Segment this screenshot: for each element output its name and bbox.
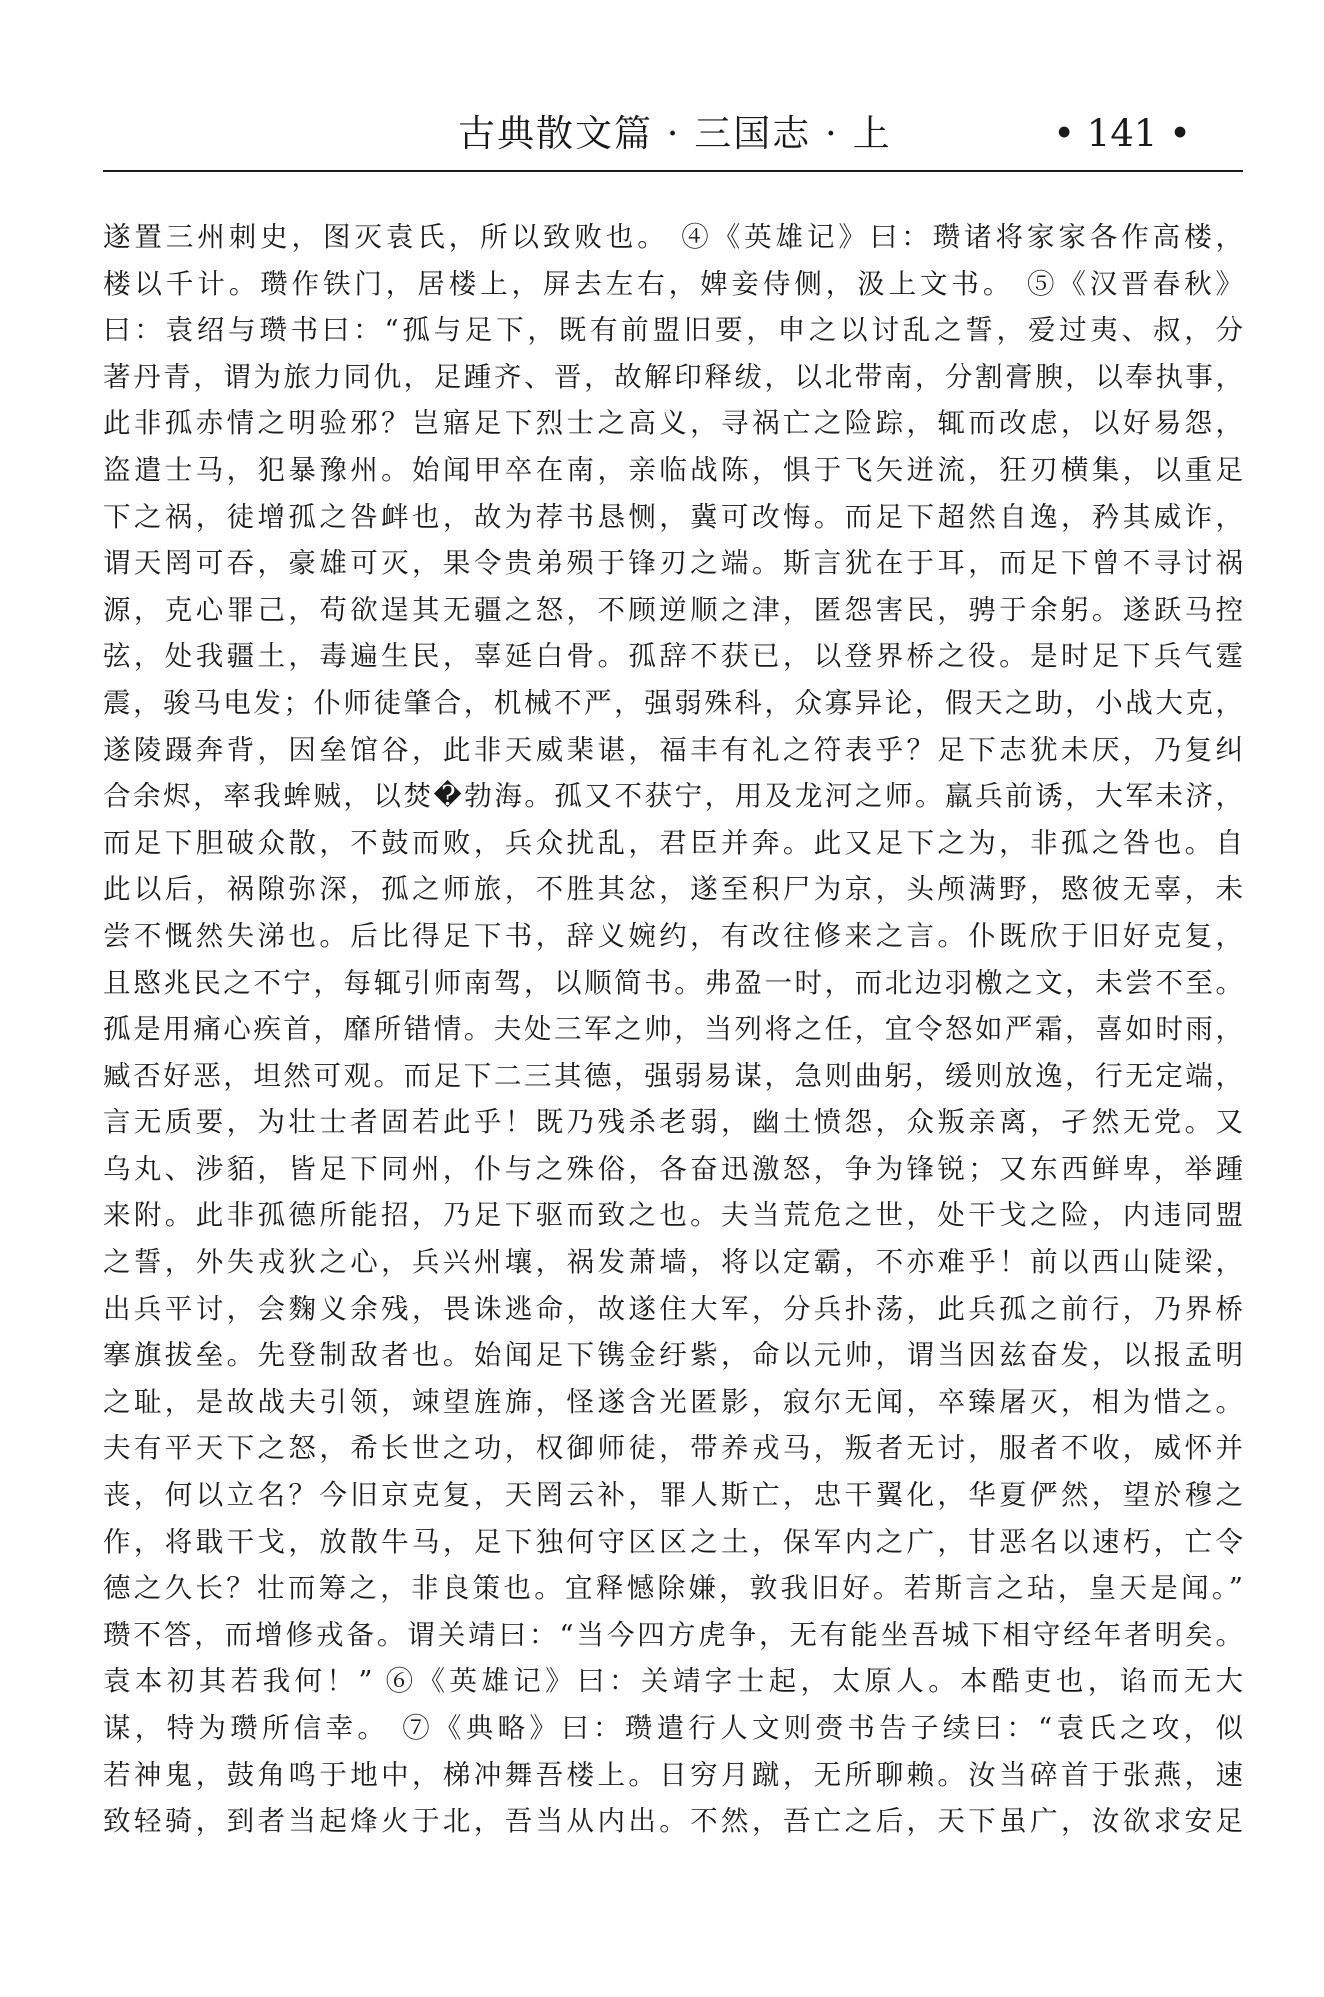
text-line: 而足下胆破众散，不鼓而败，兵众扰乱，君臣并奔。此又足下之为，非孤之咎也。自	[103, 826, 1243, 859]
text-line: 言无质要，为壮士者固若此乎！既乃残杀老弱，幽土愤怨，众叛亲离，孑然无党。又	[103, 1106, 1243, 1139]
text-line: 搴旗拔垒。先登制敌者也。始闻足下镌金纡紫，命以元帅，谓当因兹奋发，以报孟明	[103, 1339, 1243, 1372]
text-line: 来附。此非孤德所能招，乃足下驱而致之也。夫当荒危之世，处干戈之险，内违同盟	[103, 1199, 1243, 1232]
text-line: 夫有平天下之怒，希长世之功，权御师徒，带养戎马，叛者无讨，服者不收，威怀并	[103, 1432, 1243, 1465]
text-line: 曰：袁绍与瓒书曰：“孤与足下，既有前盟旧要，申之以讨乱之誓，爱过夷、叔，分	[103, 314, 1243, 347]
text-line: 谓天罔可吞，豪雄可灭，果令贵弟殒于锋刃之端。斯言犹在于耳，而足下曾不寻讨祸	[103, 547, 1243, 580]
text-line: 致轻骑，到者当起烽火于北，吾当从内出。不然，吾亡之后，天下虽广，汝欲求安足	[103, 1805, 1243, 1838]
text-line: 德之久长？壮而筹之，非良策也。宜释憾除嫌，敦我旧好。若斯言之玷，皇天是闻。”	[103, 1572, 1243, 1605]
text-line: 此非孤赤情之明验邪？岂寤足下烈士之高义，寻祸亡之险踪，辄而改虑，以好易怨，	[103, 407, 1243, 440]
text-line: 作，将戢干戈，放散牛马，足下独何守区区之土，保军内之广，甘恶名以速朽，亡令	[103, 1525, 1243, 1558]
text-line: 弦，处我疆土，毒遍生民，辜延白骨。孤辞不获已，以登界桥之役。是时足下兵气霆	[103, 640, 1243, 673]
body-text	[103, 214, 1243, 1845]
text-line: 源，克心罪己，苟欲逞其无疆之怒，不顾逆顺之津，匿怨害民，骋于余躬。遂跃马控	[103, 593, 1243, 626]
text-line: 孤是用痛心疾首，靡所错情。夫处三军之帅，当列将之任，宜令怒如严霜，喜如时雨，	[103, 1013, 1243, 1046]
text-line: 瓒不答，而增修戎备。谓关靖曰：“当今四方虎争，无有能坐吾城下相守经年者明矣。	[103, 1618, 1243, 1651]
text-line: 之誓，外失戎狄之心，兵兴州壤，祸发萧墙，将以定霸，不亦难乎！前以西山陡梁，	[103, 1246, 1243, 1279]
text-line: 合余烬，率我蛑贼，以焚�勃海。孤又不获宁，用及龙河之师。羸兵前诱，大军未济，	[103, 780, 1243, 813]
text-line: 之耻，是故战夫引领，竦望旌旆，怪遂含光匿影，寂尔无闻，卒臻屠灭，相为惜之。	[103, 1385, 1243, 1418]
text-line: 袁本初其若我何！” ⑥《英雄记》曰：关靖字士起，太原人。本酷吏也，谄而无大	[103, 1665, 1243, 1698]
text-line: 且愍兆民之不宁，每辄引师南驾，以顺简书。弗盈一时，而北边羽檄之文，未尝不至。	[103, 966, 1243, 999]
page-number: • 141 •	[1053, 112, 1191, 155]
text-line: 出兵平讨，会麴义余残，畏诛逃命，故遂住大军，分兵扑荡，此兵孤之前行，乃界桥	[103, 1292, 1243, 1325]
running-head: 古典散文篇 · 三国志 · 上	[458, 112, 892, 155]
text-line: 臧否好恶，坦然可观。而足下二三其德，强弱易谋，急则曲躬，缓则放逸，行无定端，	[103, 1059, 1243, 1092]
text-line: 震，骏马电发；仆师徒肇合，机械不严，强弱殊科，众寡异论，假天之助，小战大克，	[103, 686, 1243, 719]
text-line: 盗遣士马，犯暴豫州。始闻甲卒在南，亲临战陈，惧于飞矢迸流，狂刃横集，以重足	[103, 453, 1243, 486]
page-header	[103, 100, 1243, 172]
text-line: 若神鬼，鼓角鸣于地中，梯冲舞吾楼上。日穷月蹴，无所聊赖。汝当碎首于张燕，速	[103, 1758, 1243, 1791]
text-line: 楼以千计。瓒作铁门，居楼上，屏去左右，婢妾侍侧，汲上文书。 ⑤《汉晋春秋》	[103, 267, 1243, 300]
text-line: 丧，何以立名？今旧京克复，天罔云补，罪人斯亡，忠干翼化，华夏俨然，望於穆之	[103, 1479, 1243, 1512]
text-line: 下之祸，徒增孤之咎衅也，故为荐书恳恻，冀可改悔。而足下超然自逸，矜其威诈，	[103, 500, 1243, 533]
text-line: 谋，特为瓒所信幸。 ⑦《典略》曰：瓒遣行人文则赍书告子续曰：“袁氏之攻，似	[103, 1712, 1243, 1744]
text-line: 此以后，祸隙弥深，孤之师旅，不胜其忿，遂至积尸为京，头颅满野，愍彼无辜，未	[103, 873, 1243, 906]
text-line: 遂置三州刺史，图灭袁氏，所以致败也。 ④《英雄记》曰：瓒诸将家家各作高楼，	[103, 221, 1243, 253]
text-line: 著丹青，谓为旅力同仇，足踵齐、晋，故解印释绂，以北带南，分割膏腴，以奉执事，	[103, 360, 1243, 393]
text-line: 遂陵蹑奔背，因垒馆谷，此非天威棐谌，福丰有礼之符表乎？足下志犹未厌，乃复纠	[103, 733, 1243, 766]
text-line: 尝不慨然失涕也。后比得足下书，辞义婉约，有改往修来之言。仆既欣于旧好克复，	[103, 919, 1243, 952]
header-rule	[103, 170, 1243, 172]
text-line: 乌丸、涉貊，皆足下同州，仆与之殊俗，各奋迅激怒，争为锋锐；又东西鲜卑，举踵	[103, 1152, 1243, 1185]
